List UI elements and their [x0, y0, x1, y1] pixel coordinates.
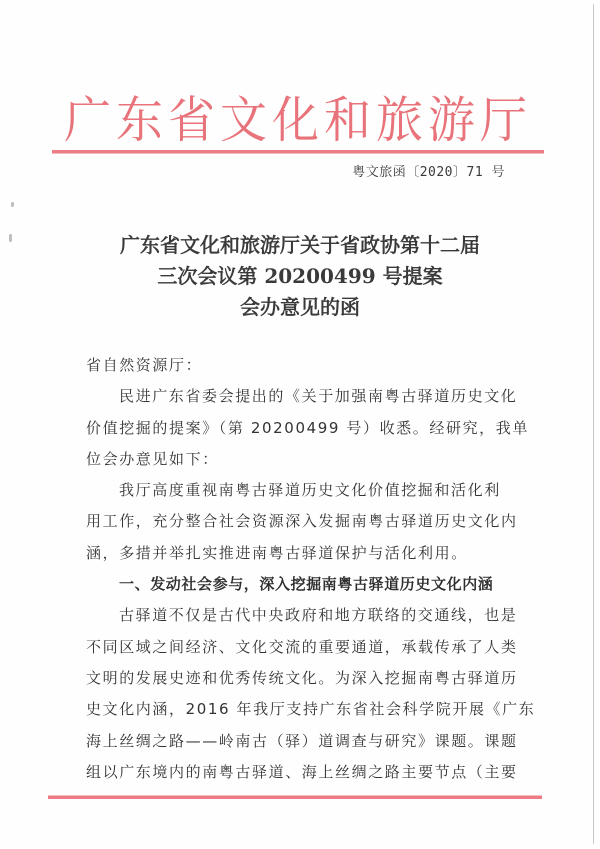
body-line: 文明的发展史迹和优秀传统文化。为深入挖掘南粤古驿道历: [86, 668, 518, 687]
body-line: 价值挖掘的提案》（第 20200499 号）收悉。经研究，我单: [86, 418, 529, 437]
body-line: 我厅高度重视南粤古驿道历史文化价值挖掘和活化利: [119, 481, 501, 500]
title-line: 会办意见的函: [240, 295, 360, 319]
document-number: 粤文旅函〔2020〕71 号: [352, 165, 505, 180]
footer-red-rule: [48, 795, 542, 799]
title-line: 广东省文化和旅游厅关于省政协第十二届: [120, 233, 480, 257]
document-body: [86, 350, 536, 788]
body-line: 组以广东境内的南粤古驿道、海上丝绸之路主要节点（主要: [86, 762, 518, 781]
body-line: 古驿道不仅是古代中央政府和地方联络的交通线，也是: [119, 606, 518, 625]
salutation: 省自然资源厅：: [86, 356, 203, 374]
scan-speck: [9, 234, 12, 242]
body-line: 位会办意见如下：: [86, 449, 219, 468]
body-line: 用工作，充分整合社会资源深入发掘南粤古驿道历史文化内: [86, 512, 518, 531]
document-title: [60, 230, 540, 323]
title-line: 三次会议第 20200499 号提案: [157, 264, 443, 288]
body-line: 不同区域之间经济、文化交流的重要通道，承载传承了人类: [86, 637, 518, 656]
letterhead-org-name: 广东省文化和旅游厅: [64, 92, 532, 150]
body-line: 涵，多措并举扎实推进南粤古驿道保护与活化利用。: [86, 543, 468, 562]
body-line: 海上丝绸之路——岭南古（驿）道调查与研究》课题。课题: [86, 731, 518, 750]
letterhead-red-rule: [52, 150, 544, 154]
scan-edge-line: [593, 4, 594, 844]
body-line: 民进广东省委会提出的《关于加强南粤古驿道历史文化: [119, 387, 518, 406]
section-heading: 一、发动社会参与，深入挖掘南粤古驿道历史文化内涵: [119, 575, 494, 594]
body-line: 史文化内涵，2016 年我厅支持广东省社会科学院开展《广东: [86, 700, 536, 719]
scan-speck: [11, 202, 14, 207]
